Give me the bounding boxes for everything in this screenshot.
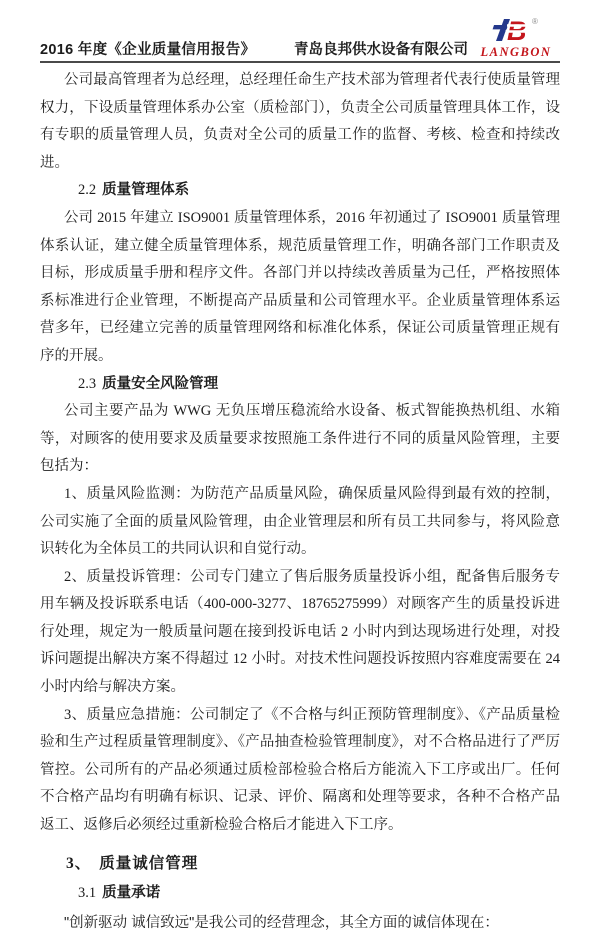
report-title: 2016 年度《企业质量信用报告》: [40, 42, 256, 58]
svg-text:B: B: [507, 16, 527, 46]
heading-quality-management-system: 2.2 质量管理体系: [78, 182, 190, 199]
paragraph-iso9001: 公司 2015 年建立 ISO9001 质量管理体系，2016 年初通过了 ISO9001 质量管理体系认证，建立健全质量管理体系，规范质量管理工作，明确各部门工作职责及目标，形成质量手册和程序文件。各部门并以持续改善质量为己任，严格按照体系标准进行企业管理，不断提高产品质量和公司管理水平。企业质量管理体系运营多年，已经建立完善的质量管理网络和标准化体系，保证公司质量管理正规有序的开展。: [40, 209, 560, 364]
paragraph-main-products: 公司主要产品为 WWG 无负压增压稳流给水设备、板式智能换热机组、水箱等，对顾客的使用要求及质量要求按照施工条件进行不同的质量风险管理，主要包括为：: [40, 403, 561, 475]
heading-quality-safety-risk: 2.3 质量安全风险管理: [78, 375, 219, 392]
langbon-b-icon: [492, 16, 540, 44]
company-name: 青岛良邦供水设备有限公司: [294, 42, 468, 58]
heading-quality-commitment: 3.1 质量承诺: [78, 885, 161, 902]
svg-text:®: ®: [532, 17, 538, 26]
paragraph-business-philosophy: "创新驱动 诚信致远"是我公司的经营理念，其全方面的诚信体现在：: [64, 914, 499, 931]
paragraph-quality-organization: 公司最高管理者为总经理，总经理任命生产技术部为管理者代表行使质量管理权力，下设质量管理体系办公室（质检部门），负责全公司质量管理具体工作，设有专职的质量管理人员，负责对全公司的质量工作的监督、考核、检查和持续改进。: [40, 72, 560, 171]
list-item-emergency-measures: 3、质量应急措施：公司制定了《不合格与纠正预防管理制度》、《产品质量检验和生产过程质量管理制度》、《产品抽查检验管理制度》，对不合格品进行了严厉管控。公司所有的产品必须通过质检部检验合格后方能流入下工序或出厂。任何不合格产品均有明确有标识、记录、评价、隔离和处理等要求，各种不合格产品返工、返修后必须经过重新检验合格后才能进入下工序。: [40, 706, 560, 834]
page-header: [40, 0, 560, 63]
list-item-risk-monitoring: 1、质量风险监测：为防范产品质量风险，确保质量风险得到最有效的控制，公司实施了全面的质量风险管理，由企业管理层和所有员工共同参与，将风险意识转化为全体员工的共同认识和自觉行动。: [40, 485, 560, 558]
langbon-wordmark: LANGBON: [480, 45, 552, 59]
document-body: [40, 67, 560, 937]
heading-quality-integrity-management: 3、 质量诚信管理: [66, 854, 199, 872]
list-item-complaint-management: 2、质量投诉管理：公司专门建立了售后服务质量投诉小组，配备售后服务专用车辆及投诉联系电话（400-000-3277、18765275999）对顾客产生的质量投诉进行处理，规定为一般质量问题在接到投诉电话 2 小时内到达现场进行处理，对投诉问题提出解决方案不得超过 12 小时。对技术性问题投诉按照内容难度需要在 24 小时内给与解决方案。: [40, 568, 561, 696]
company-logo: [470, 16, 562, 60]
